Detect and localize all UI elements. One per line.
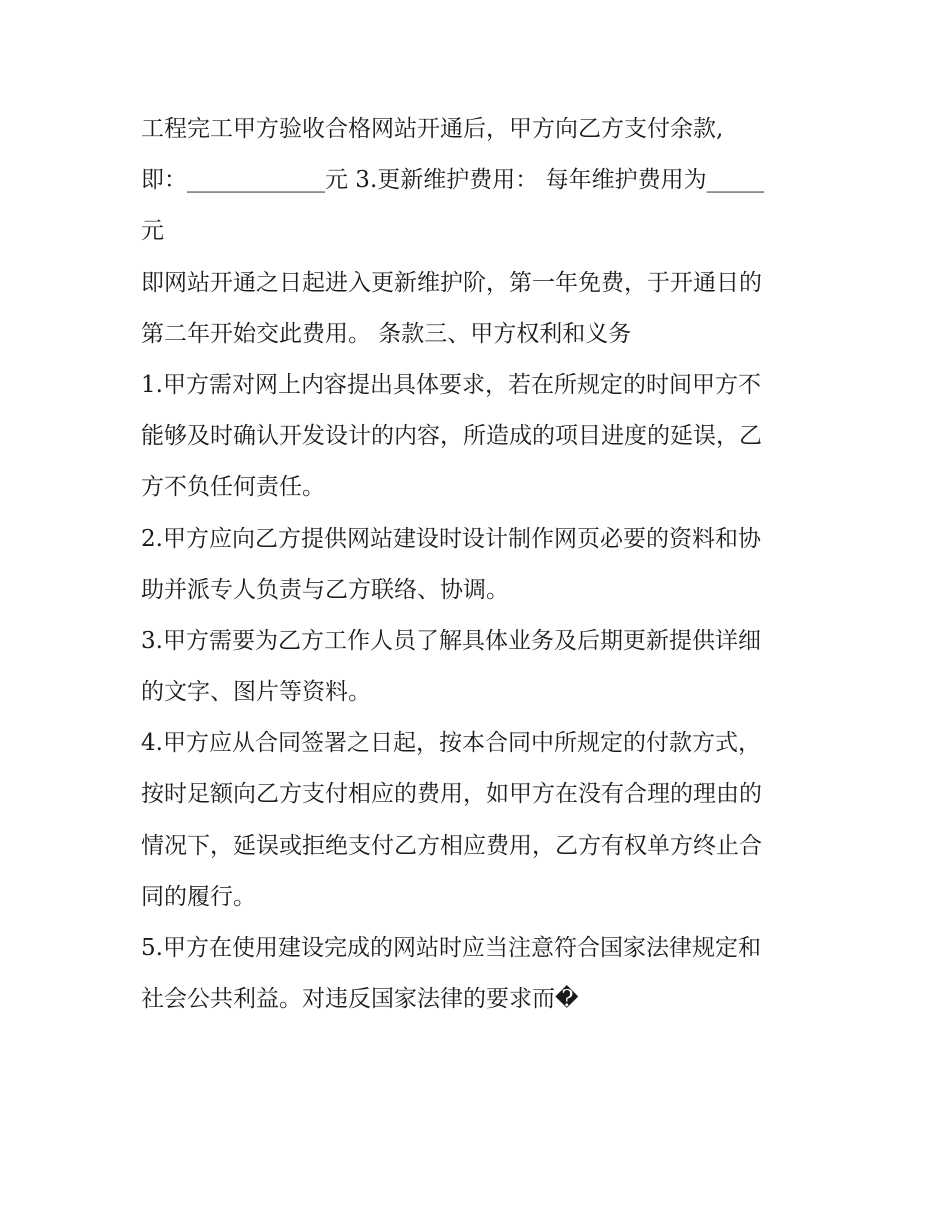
text-line: 同的履行。 (141, 883, 256, 910)
text-line: 元 (141, 218, 164, 245)
text-line: 3.甲方需要为乙方工作人员了解具体业务及后期更新提供详细 (141, 627, 761, 654)
text-line: 的文字、图片等资料。 (141, 679, 371, 706)
text-line: 2.甲方应向乙方提供网站建设时设计制作网页必要的资料和协 (141, 525, 761, 552)
text-line: 按时足额向乙方支付相应的费用，如甲方在没有合理的理由的 (141, 781, 762, 808)
text-line: 助并派专人负责与乙方联络、协调。 (141, 576, 509, 603)
text-line: 即：____________元 3.更新维护费用： 每年维护费用为_____ (141, 167, 765, 194)
text-line: 4.甲方应从合同签署之日起，按本合同中所规定的付款方式， (141, 730, 761, 757)
text-line: 1.甲方需对网上内容提出具体要求，若在所规定的时间甲方不 (141, 371, 761, 398)
document-body (141, 104, 813, 1025)
text-line: 5.甲方在使用建设完成的网站时应当注意符合国家法律规定和 (141, 935, 761, 961)
text-line: 能够及时确认开发设计的内容，所造成的项目进度的延误，乙 (141, 423, 762, 450)
text-line: 第二年开始交此费用。 条款三、甲方权利和义务 (141, 320, 632, 347)
text-line: 即网站开通之日起进入更新维护阶，第一年免费，于开通日的 (141, 269, 762, 296)
text-line: 方不负任何责任。 (141, 474, 325, 501)
text-line: 社会公共利益。对违反国家法律的要求而� (141, 986, 579, 1013)
text-line: 情况下，延误或拒绝支付乙方相应费用，乙方有权单方终止合 (141, 832, 762, 859)
text-line: 工程完工甲方验收合格网站开通后，甲方向乙方支付余款, (141, 116, 724, 142)
